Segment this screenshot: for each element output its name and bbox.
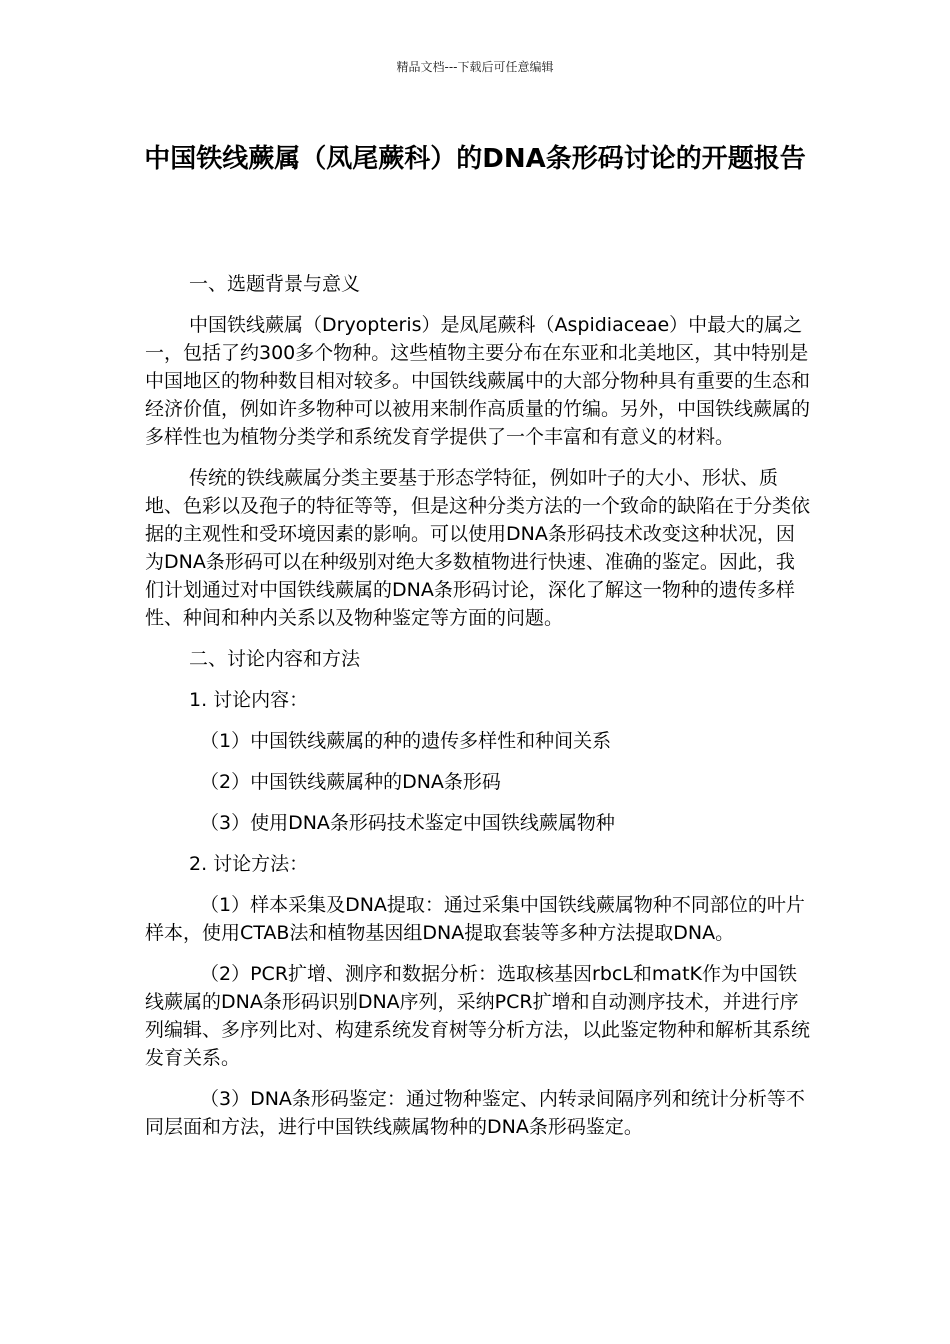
paragraph-background-1: 中国铁线蕨属（Dryopteris）是凤尾蕨科（Aspidiaceae）中最大的属之一，包括了约300多个物种。这些植物主要分布在东亚和北美地区，其中特别是中国地区的物种数目相对较多。中国铁线蕨属中的大部分物种具有重要的生态和经济价值，例如许多物种可以被用来制作高质量的竹编。另外，中国铁线蕨属的多样性也为植物分类学和系统发育学提供了一个丰富和有意义的材料。 xyxy=(145,314,811,448)
document-body xyxy=(145,270,810,1154)
list-item-method-1: （1）样本采集及DNA提取：通过采集中国铁线蕨属物种不同部位的叶片样本，使用CTAB法和植物基因组DNA提取套装等多种方法提取DNA。 xyxy=(145,894,805,944)
page-header-note: 精品文档---下载后可任意编辑 xyxy=(396,60,554,74)
list-item-method-3: （3）DNA条形码鉴定：通过物种鉴定、内转录间隔序列和统计分析等不同层面和方法，进行中国铁线蕨属物种的DNA条形码鉴定。 xyxy=(145,1088,805,1138)
list-item-content-2: （2）中国铁线蕨属种的DNA条形码 xyxy=(200,771,501,793)
list-item-method-2: （2）PCR扩增、测序和数据分析：选取核基因rbcL和matK作为中国铁线蕨属的DNA条形码识别DNA序列，采纳PCR扩增和自动测序技术，并进行序列编辑、多序列比对、构建系统发育树等分析方法，以此鉴定物种和解析其系统发育关系。 xyxy=(145,963,811,1069)
list-item-content-1: （1）中国铁线蕨属的种的遗传多样性和种间关系 xyxy=(200,730,612,752)
subheading-research-content: 1. 讨论内容： xyxy=(189,689,309,711)
subheading-research-method: 2. 讨论方法： xyxy=(189,853,309,875)
section-heading-methods: 二、讨论内容和方法 xyxy=(189,648,361,670)
document-title: 中国铁线蕨属（凤尾蕨科）的DNA条形码讨论的开题报告 xyxy=(144,144,806,174)
list-item-content-3: （3）使用DNA条形码技术鉴定中国铁线蕨属物种 xyxy=(200,812,615,834)
paragraph-background-2: 传统的铁线蕨属分类主要基于形态学特征，例如叶子的大小、形状、质地、色彩以及孢子的特征等等，但是这种分类方法的一个致命的缺陷在于分类依据的主观性和受环境因素的影响。可以使用DNA条形码技术改变这种状况，因为DNA条形码可以在种级别对绝大多数植物进行快速、准确的鉴定。因此，我们计划通过对中国铁线蕨属的DNA条形码讨论，深化了解这一物种的遗传多样性、种间和种内关系以及物种鉴定等方面的问题。 xyxy=(145,467,811,629)
section-heading-background: 一、选题背景与意义 xyxy=(189,273,361,295)
